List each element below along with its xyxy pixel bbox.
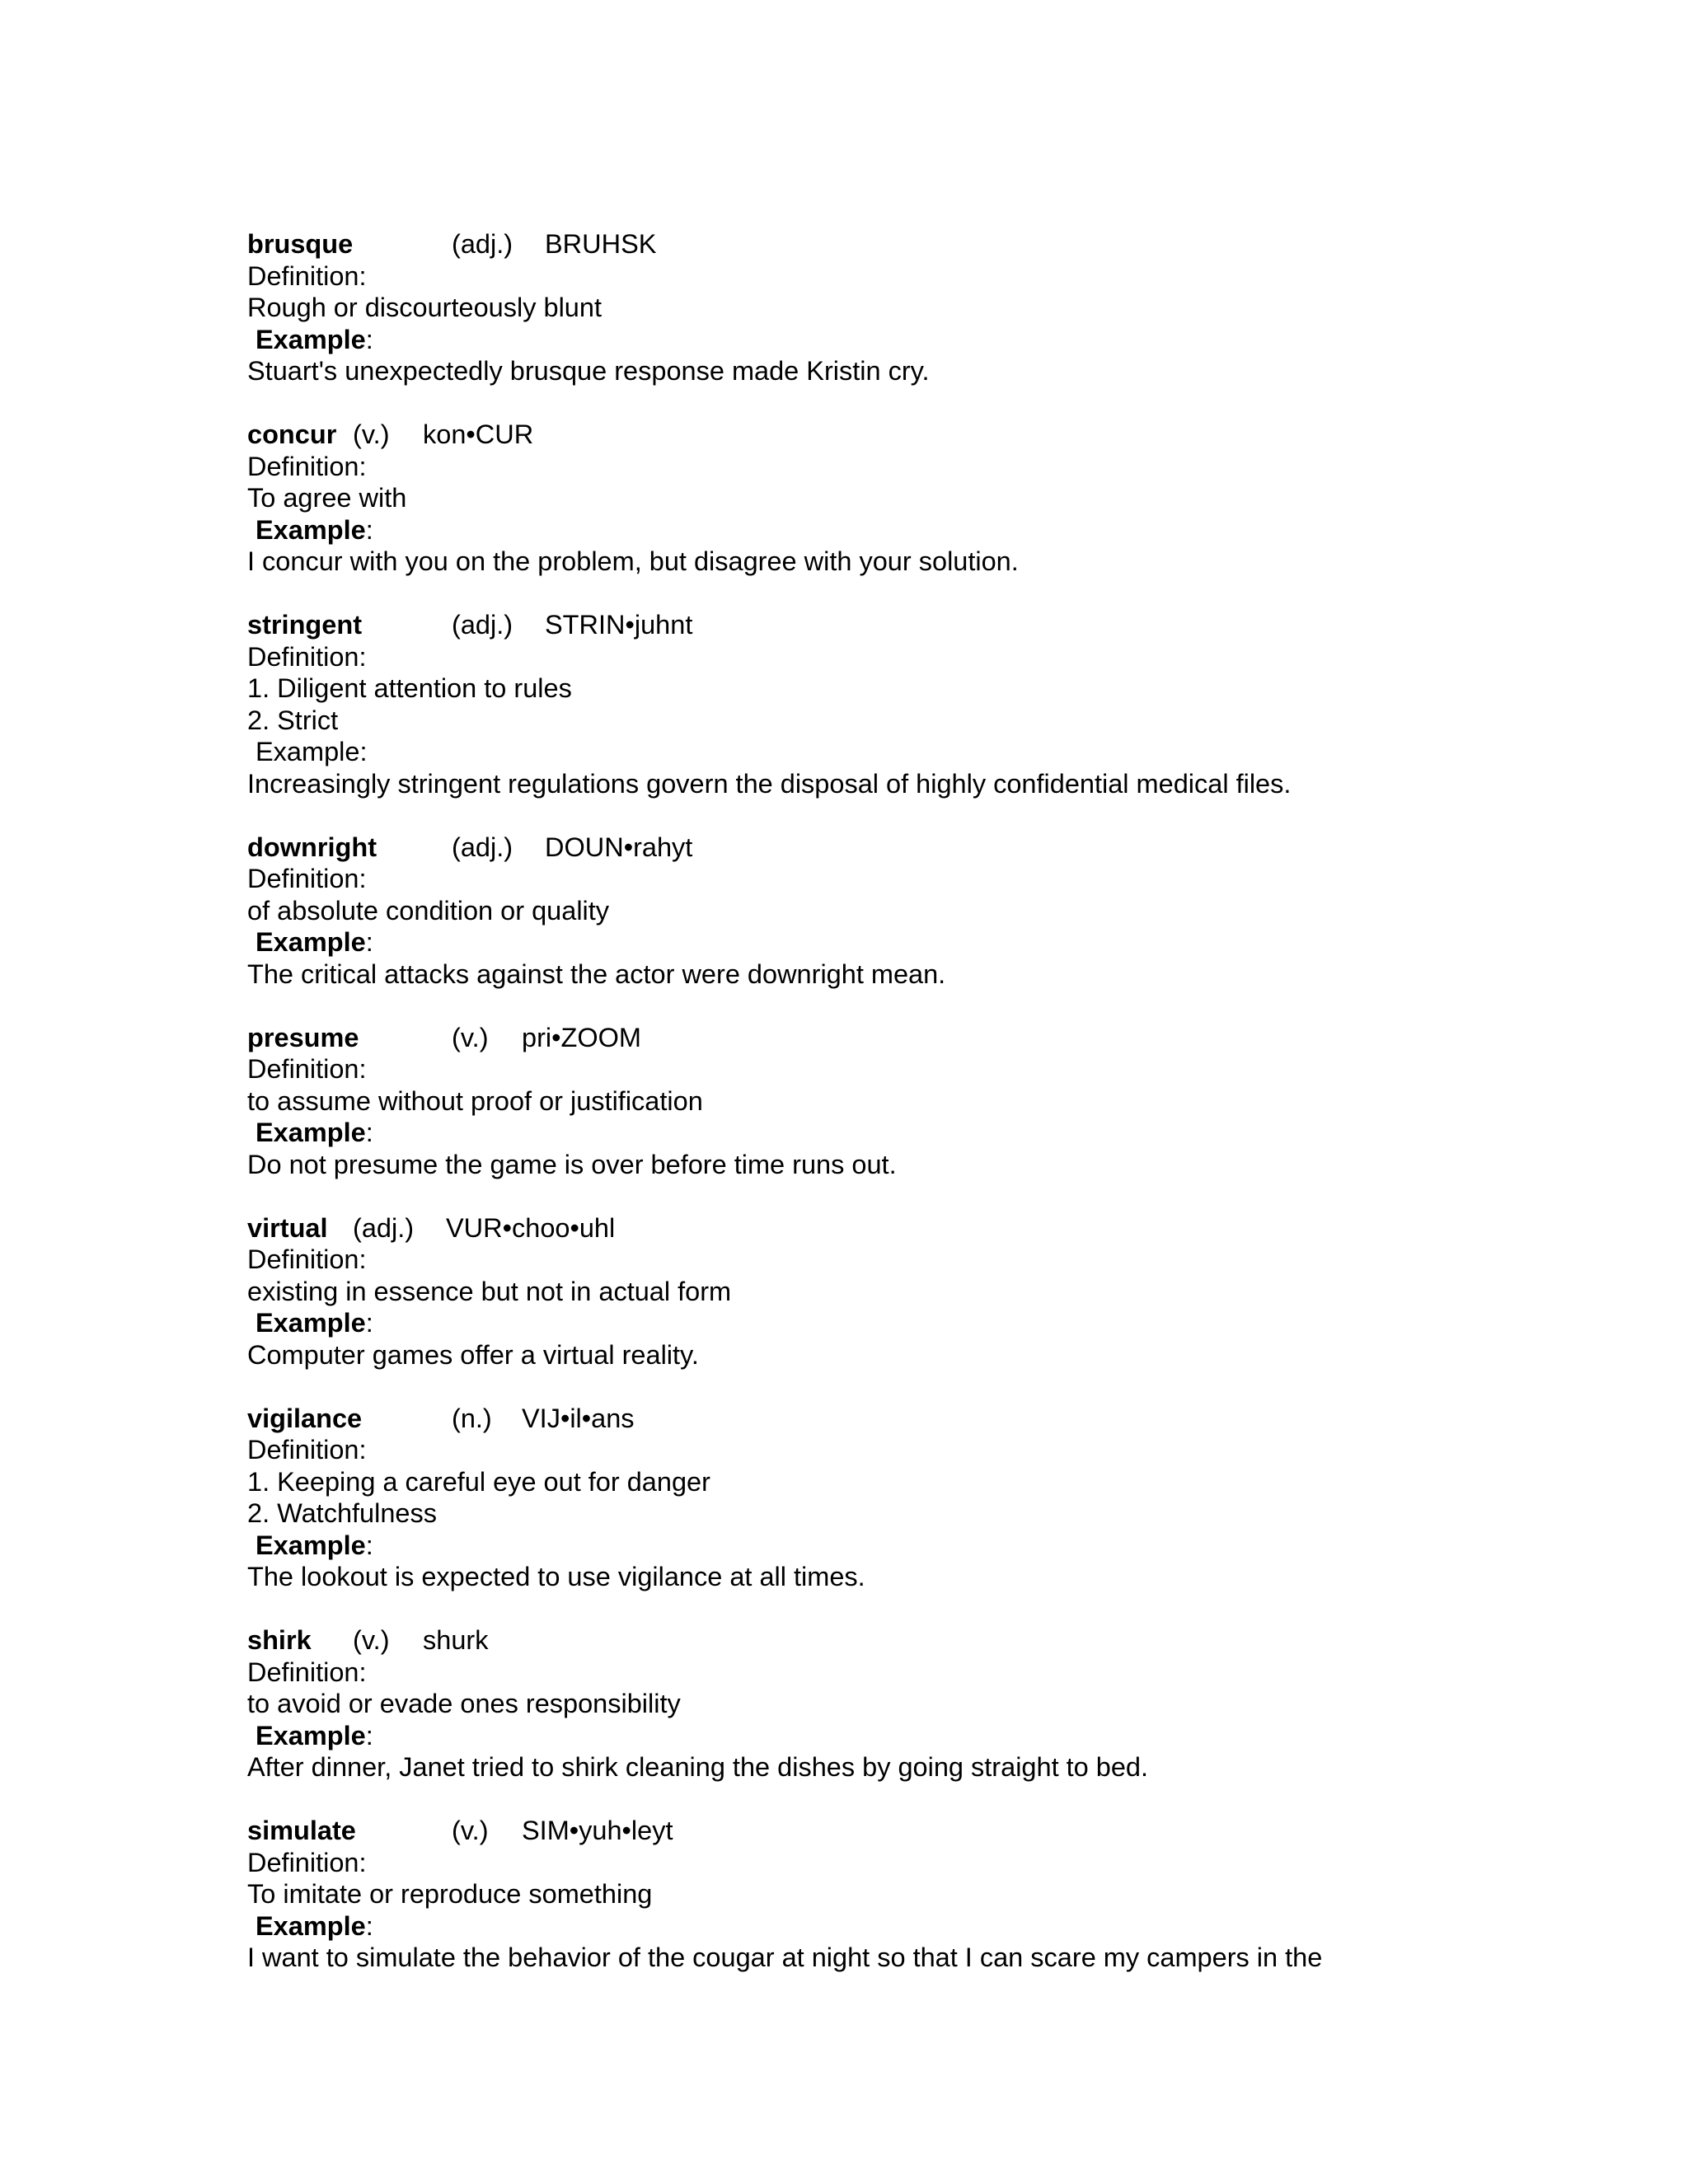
part-of-speech: (adj.) (353, 1212, 415, 1243)
headword: brusque (247, 229, 354, 259)
pronunciation: kon•CUR (423, 419, 534, 449)
example-text: Do not presume the game is over before time runs out. (247, 1149, 897, 1179)
example-label: Example (256, 514, 366, 545)
headword: virtual (247, 1212, 328, 1243)
example-text: After dinner, Janet tried to shirk cleaning the dishes by going straight to bed. (247, 1752, 1149, 1782)
pronunciation: shurk (423, 1625, 489, 1655)
example-label: Example (256, 1910, 366, 1941)
entry-headword-line (247, 228, 1648, 260)
example-text: I concur with you on the problem, but disagree with your solution. (247, 546, 1019, 576)
part-of-speech: (adj.) (452, 832, 513, 862)
pronunciation: VUR•choo•uhl (446, 1212, 616, 1243)
definition-label: Definition: (247, 1657, 367, 1687)
example-text: The lookout is expected to use vigilance at all times. (247, 1562, 865, 1591)
example-text: The critical attacks against the actor were downright mean. (247, 958, 946, 989)
example-label-line (247, 926, 1648, 958)
definition-label: Definition: (247, 864, 367, 893)
definition-text: Rough or discourteously blunt (247, 293, 602, 322)
example-label: Example (256, 324, 366, 354)
example-label: Example (256, 1118, 366, 1147)
vocab-entry (247, 1815, 1648, 1974)
definition-text: 2. Watchfulness (247, 1498, 438, 1528)
definition-text: To agree with (247, 483, 407, 513)
example-label-colon: : (365, 1308, 373, 1338)
definition-text: to assume without proof or justification (247, 1085, 703, 1116)
vocabulary-page (247, 228, 1648, 2005)
headword: concur (247, 419, 337, 449)
vocab-entry (247, 832, 1648, 991)
example-label-line (247, 514, 1648, 546)
example-label: Example (256, 1308, 366, 1338)
example-label-colon: : (365, 1530, 373, 1560)
example-label: Example: (256, 737, 368, 766)
definition-label: Definition: (247, 641, 367, 672)
example-label-colon: : (365, 1720, 373, 1750)
example-label-line (247, 1530, 1648, 1562)
example-label-colon: : (365, 1910, 373, 1941)
entry-headword-line (247, 1624, 1648, 1657)
definition-text: to avoid or evade ones responsibility (247, 1689, 681, 1718)
vocab-entry (247, 609, 1648, 799)
example-label: Example (256, 927, 366, 957)
definition-text: 1. Diligent attention to rules (247, 673, 572, 703)
vocab-entry (247, 1403, 1648, 1593)
vocab-entry (247, 228, 1648, 387)
entry-headword-line (247, 419, 1648, 451)
example-label-colon: : (365, 324, 373, 354)
vocab-entry (247, 1022, 1648, 1181)
pronunciation: pri•ZOOM (522, 1022, 641, 1052)
vocab-entry (247, 419, 1648, 578)
vocab-entry (247, 1212, 1648, 1371)
headword: vigilance (247, 1403, 363, 1433)
definition-text: 1. Keeping a careful eye out for danger (247, 1466, 710, 1497)
pronunciation: SIM•yuh•leyt (522, 1816, 673, 1845)
example-text: Stuart's unexpectedly brusque response made Kristin cry. (247, 356, 930, 386)
definition-label: Definition: (247, 1054, 367, 1084)
definition-label: Definition: (247, 1435, 367, 1465)
definition-text: existing in essence but not in actual form (247, 1276, 732, 1306)
example-label-line (247, 1117, 1648, 1149)
entry-headword-line (247, 1403, 1648, 1435)
example-label-colon: : (365, 1118, 373, 1147)
example-label-colon: : (365, 514, 373, 545)
definition-label: Definition: (247, 1244, 367, 1274)
part-of-speech: (v.) (452, 1816, 489, 1845)
part-of-speech: (v.) (353, 1625, 390, 1655)
example-label-line (247, 736, 1648, 768)
example-label: Example (256, 1530, 366, 1560)
example-text: I want to simulate the behavior of the cougar at night so that I can scare my campers in the (247, 1943, 1323, 1972)
example-label-line (247, 1307, 1648, 1339)
part-of-speech: (n.) (452, 1403, 492, 1433)
part-of-speech: (adj.) (452, 229, 513, 259)
headword: stringent (247, 610, 363, 640)
pronunciation: VIJ•il•ans (522, 1403, 635, 1433)
example-label-line (247, 324, 1648, 356)
definition-label: Definition: (247, 451, 367, 481)
definition-label: Definition: (247, 260, 367, 291)
entry-headword-line (247, 832, 1648, 864)
pronunciation: BRUHSK (545, 229, 657, 259)
example-label-colon: : (365, 927, 373, 957)
pronunciation: STRIN•juhnt (545, 610, 693, 640)
entry-headword-line (247, 1815, 1648, 1847)
example-text: Computer games offer a virtual reality. (247, 1339, 699, 1370)
vocab-entry (247, 1624, 1648, 1783)
example-label: Example (256, 1720, 366, 1750)
part-of-speech: (v.) (452, 1022, 489, 1052)
entry-headword-line (247, 1212, 1648, 1244)
pronunciation: DOUN•rahyt (545, 832, 693, 862)
entry-headword-line (247, 1022, 1648, 1054)
definition-text: of absolute condition or quality (247, 895, 610, 926)
part-of-speech: (adj.) (452, 610, 513, 640)
headword: simulate (247, 1816, 356, 1845)
example-label-line (247, 1720, 1648, 1752)
definition-text: To imitate or reproduce something (247, 1879, 653, 1909)
headword: presume (247, 1022, 359, 1052)
headword: shirk (247, 1625, 312, 1655)
definition-text: 2. Strict (247, 705, 339, 735)
example-text: Increasingly stringent regulations govern the disposal of highly confidential medical files. (247, 768, 1292, 799)
entry-headword-line (247, 609, 1648, 641)
definition-label: Definition: (247, 1847, 367, 1877)
headword: downright (247, 832, 377, 862)
example-label-line (247, 1910, 1648, 1943)
part-of-speech: (v.) (353, 419, 390, 449)
